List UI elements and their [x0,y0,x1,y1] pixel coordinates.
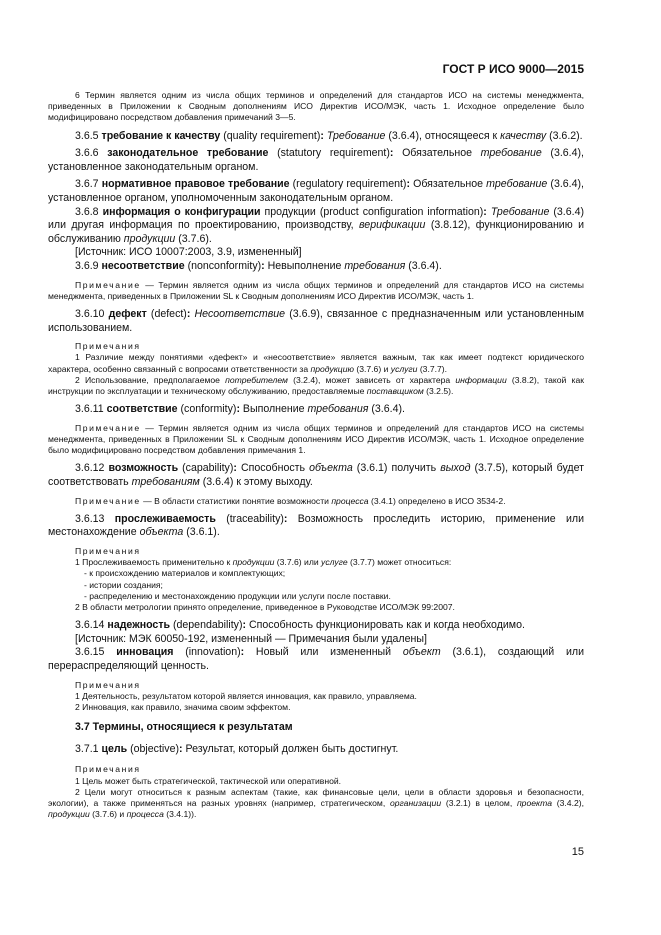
term-english: (capability) [182,462,234,475]
term-3-6-9: 3.6.9 несоответствие (nonconformity): Невыполнение требования (3.6.4). [75,259,442,272]
section-heading-3-7: 3.7 Термины, относящиеся к результатам [75,721,293,734]
term-number: 3.6.10 [75,307,105,320]
term-name: соответствие [106,403,178,416]
page-number: 15 [571,846,584,858]
term-english: (conformity) [180,403,237,416]
term-name: требование к качеству [101,129,221,142]
term-3-6-11: 3.6.11 соответствие (conformity): Выполнение требования (3.6.4). [75,403,405,416]
term-name: дефект [108,307,147,320]
list-item: - к происхождению материалов и комплектующих; [84,568,286,579]
term-number: 3.6.15 [75,646,105,659]
list-item: - истории создания; [84,579,163,590]
term-name: нормативное правовое требование [101,178,290,191]
term-3-6-12: 3.6.12 возможность (capability): Способность объекта (3.6.1) получить выход (3.7.5), который будет соответствовать требованиям (3.6.4) к этому выходу. [48,462,584,488]
term-english: продукции (product configuration information) [260,205,484,218]
notes-heading: Примечания [75,341,141,352]
document-body [48,90,584,820]
note-3-6-12: Примечание — В области статистики понятие возможности процесса (3.4.1) определено в ИСО 3534-2. [75,495,506,506]
term-english: (defect) [150,307,187,320]
note-3-7-1-2: 2 Цели могут относиться к разным аспектам (такие, как финансовые цели, цели в области здоровья и безопасности, экологии), а также применяться на разных уровнях (например, стратегическом, организации (3.2.1) в целом, проекта (3.4.2), продукции (3.7.6) и процесса (3.4.1)). [48,786,584,820]
term-number: 3.6.7 [75,178,99,191]
term-english: (statutory requirement) [277,147,390,160]
term-number: 3.6.11 [75,403,104,416]
notes-heading: Примечания [75,679,141,690]
term-english: (dependability) [172,619,243,632]
note-3-6-15-2: 2 Инновация, как правило, значима своим эффектом. [75,701,291,712]
note-paragraph: 6 Термин является одним из числа общих терминов и определений для стандартов ИСО на системы менеджмента, приведенных в Приложении к Сводным дополнениям ИСО Директив ИСО/МЭК, часть 1. Исходное определение было модифицировано посредством добавления примечаний 3—5. [48,90,584,123]
note-3-6-10-2: 2 Использование, предполагаемое потребителем (3.2.4), может зависеть от характера информации (3.8.2), такой как инструкции по эксплуатации и техническому обслуживанию, предоставляемые поставщиком (3.2.5). [48,374,584,396]
source-reference: [Источник: ИСО 10007:2003, 3.9, измененный] [75,246,302,259]
note-3-6-10-1: 1 Различие между понятиями «дефект» и «несоответствие» является важным, так как имеет подтекст юридического характера, особенно связанный с вопросами ответственности за продукцию (3.7.6) и услуги (3.7.7). [48,352,584,374]
term-english: (traceability) [226,512,284,525]
term-number: 3.6.6 [75,147,99,160]
note-label: Примечание [75,279,141,290]
term-english: (quality requirement) [223,129,321,142]
term-3-6-6: 3.6.6 законодательное требование (statutory requirement): Обязательное требование (3.6.4), установленное законодательным органом. [48,147,584,173]
term-name: цель [101,742,128,755]
term-name: надежность [107,619,171,632]
term-3-7-1: 3.7.1 цель (objective): Результат, который должен быть достигнут. [75,742,399,755]
source-reference: [Источник: МЭК 60050-192, измененный — Примечания были удалены] [75,632,427,645]
term-number: 3.6.14 [75,619,105,632]
term-number: 3.6.13 [75,512,105,525]
term-name: законодательное требование [107,147,269,160]
term-name: несоответствие [101,259,185,272]
term-name: прослеживаемость [114,512,216,525]
term-english: (nonconformity) [187,259,262,272]
term-3-6-5: 3.6.5 требование к качеству (quality requirement): Требование (3.6.4), относящееся к качеству (3.6.2). [75,129,583,142]
note-3-6-11: Примечание — Термин является одним из числа общих терминов и определений для стандартов ИСО на системы менеджмента, приведенных в Приложении SL к Сводным дополнениям ИСО Директив ИСО/МЭК, часть 1. Исходное определение было модифицировано посредством добавления примечания 1. [48,422,584,456]
term-name: возможность [108,462,179,475]
term-3-6-15: 3.6.15 инновация (innovation): Новый или измененный объект (3.6.1), создающий или перераспределяющий ценность. [48,646,584,672]
note-3-6-9: Примечание — Термин является одним из числа общих терминов и определений для стандартов ИСО на системы менеджмента, приведенных в Приложении SL к Сводным дополнениям ИСО Директив ИСО/МЭК, часть 1. [48,279,584,301]
term-3-6-7: 3.6.7 нормативное правовое требование (regulatory requirement): Обязательное требование (3.6.4), установленное органом, уполномоченным законодательным органом. [48,178,584,204]
note-3-6-15-1: 1 Деятельность, результатом которой является инновация, как правило, управляема. [75,690,417,701]
term-english: (objective) [130,742,179,755]
note-label: Примечание [75,422,141,433]
term-number: 3.6.9 [75,259,99,272]
list-item: - распределению и местонахождению продукции или услуги после поставки. [84,590,391,601]
term-number: 3.6.12 [75,462,105,475]
note-3-7-1-1: 1 Цель может быть стратегической, тактической или оперативной. [75,775,342,786]
term-3-6-14: 3.6.14 надежность (dependability): Способность функционировать как и когда необходимо. [75,619,525,632]
term-3-6-13: 3.6.13 прослеживаемость (traceability): Возможность проследить историю, применение или местонахождение объекта (3.6.1). [48,512,584,539]
term-english: (regulatory requirement) [292,178,407,191]
term-name: информация о конфигурации [102,205,261,218]
term-name: инновация [116,646,174,659]
notes-heading: Примечания [75,764,141,775]
term-number: 3.6.5 [75,129,99,142]
term-number: 3.7.1 [75,742,99,755]
term-number: 3.6.8 [75,205,99,218]
term-english: (innovation) [185,646,241,659]
term-3-6-10: 3.6.10 дефект (defect): Несоответствие (3.6.9), связанное с предназначенным или установленным использованием. [48,307,584,334]
notes-heading: Примечания [75,545,141,556]
term-3-6-8: 3.6.8 информация о конфигурации продукции (product configuration information): Требование (3.6.4) или другая информация по проектированию, производству, верификации (3.8.12), функционированию и обслуживанию продукции (3.7.6). [48,205,585,245]
note-label: Примечание [75,495,141,506]
document-header: ГОСТ Р ИСО 9000—2015 [442,62,584,76]
note-3-6-13-1: 1 Прослеживаемость применительно к продукции (3.7.6) или услуге (3.7.7) может относиться: [75,557,452,568]
note-3-6-13-2: 2 В области метрологии принято определение, приведенное в Руководстве ИСО/МЭК 99:2007. [75,601,455,612]
